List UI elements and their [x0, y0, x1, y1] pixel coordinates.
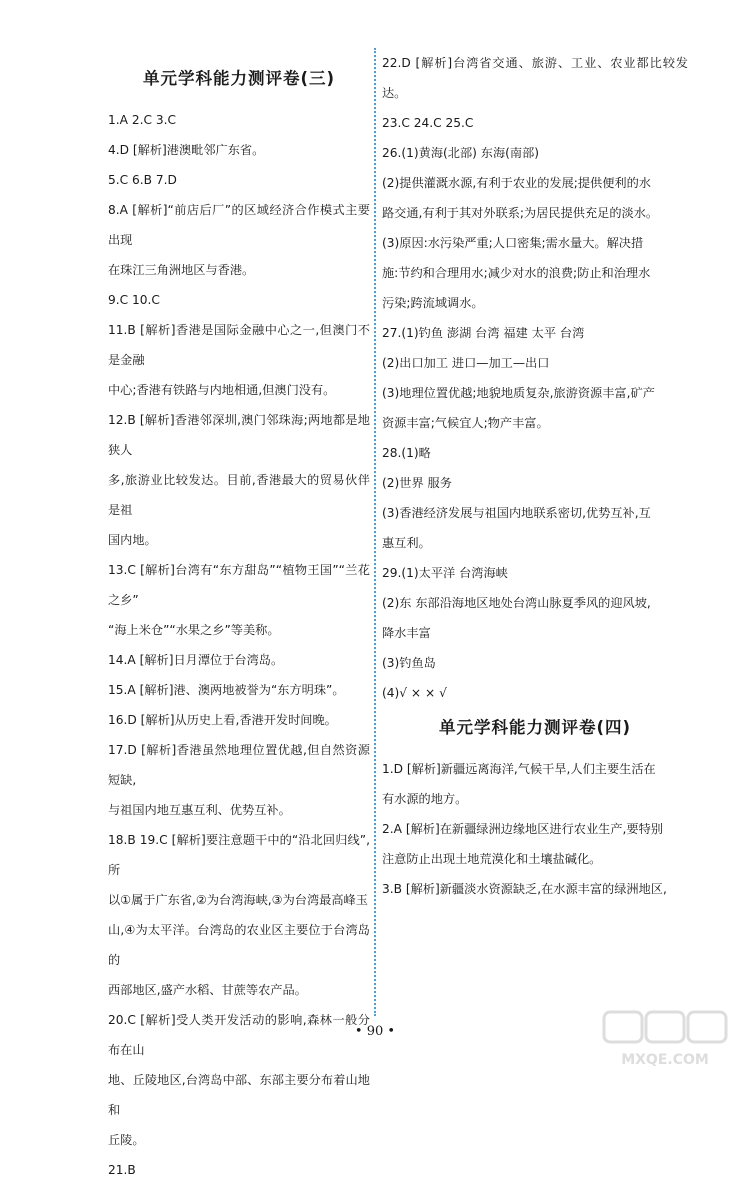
answer-line: (4)√ × × √	[382, 686, 447, 700]
answer-line: 8.A [解析]“前店后厂”的区域经济合作模式主要出现	[108, 203, 370, 247]
answer-line: 3.B [解析]新疆淡水资源缺乏,在水源丰富的绿洲地区,	[382, 882, 667, 896]
answer-line: 降水丰富	[382, 626, 431, 640]
answer-line: “海上米仓”“水果之乡”等美称。	[108, 623, 280, 637]
answer-line: 21.B	[108, 1163, 136, 1177]
answer-line: (3)钓鱼岛	[382, 656, 436, 670]
page-number: • 90 •	[354, 1024, 396, 1039]
answer-line: 地、丘陵地区,台湾岛中部、东部主要分布着山地和	[108, 1073, 370, 1117]
answer-line: 中心;香港有铁路与内地相通,但澳门没有。	[108, 383, 336, 397]
watermark-text: MXQE.COM	[621, 1052, 709, 1068]
answer-line: 22.D [解析]台湾省交通、旅游、工业、农业都比较发达。	[382, 56, 688, 100]
answer-line: 12.B [解析]香港邻深圳,澳门邻珠海;两地都是地狭人	[108, 413, 370, 457]
answer-line: 28.(1)略	[382, 446, 431, 460]
answer-line: 29.(1)太平洋 台湾海峡	[382, 566, 508, 580]
answer-line: 以①属于广东省,②为台湾海峡,③为台湾最高峰玉	[108, 893, 368, 907]
answer-line: (2)世界 服务	[382, 476, 452, 490]
answer-line: 1.A 2.C 3.C	[108, 113, 176, 127]
right-column	[382, 48, 688, 904]
answer-line: 11.B [解析]香港是国际金融中心之一,但澳门不是金融	[108, 323, 370, 367]
answer-line: 施:节约和合理用水;减少对水的浪费;防止和治理水	[382, 266, 651, 280]
answer-line: 16.D [解析]从历史上看,香港开发时间晚。	[108, 713, 337, 727]
answer-line: (3)原因:水污染严重;人口密集;需水量大。解决措	[382, 236, 644, 250]
answer-line: (2)提供灌溉水源,有利于农业的发展;提供便利的水	[382, 176, 651, 190]
answer-line: 多,旅游业比较发达。目前,香港最大的贸易伙伴是祖	[108, 473, 370, 517]
answer-line: 污染;跨流域调水。	[382, 296, 484, 310]
answer-line: 山,④为太平洋。台湾岛的农业区主要位于台湾岛的	[108, 923, 370, 967]
section-title-4: 单元学科能力测评卷(四)	[438, 718, 632, 737]
answer-line: 国内地。	[108, 533, 157, 547]
answer-line: 20.C [解析]受人类开发活动的影响,森林一般分布在山	[108, 1013, 370, 1057]
answer-list-left	[108, 105, 370, 1185]
answer-line: 西部地区,盛产水稻、甘蔗等农产品。	[108, 983, 307, 997]
answer-line: (2)出口加工 进口—加工—出口	[382, 356, 550, 370]
answer-line: 4.D [解析]港澳毗邻广东省。	[108, 143, 265, 157]
answer-line: 丘陵。	[108, 1133, 145, 1147]
answer-line: 路交通,有利于其对外联系;为居民提供充足的淡水。	[382, 206, 659, 220]
answer-line: 5.C 6.B 7.D	[108, 173, 177, 187]
answer-line: 14.A [解析]日月潭位于台湾岛。	[108, 653, 284, 667]
answer-line: 15.A [解析]港、澳两地被誉为“东方明珠”。	[108, 683, 345, 697]
answer-list-right-bottom	[382, 754, 688, 904]
answer-line: 23.C 24.C 25.C	[382, 116, 474, 130]
answer-line: 资源丰富;气候宜人;物产丰富。	[382, 416, 549, 430]
section-title-3: 单元学科能力测评卷(三)	[142, 69, 336, 88]
answer-line: (2)东 东部沿海地区地处台湾山脉夏季风的迎风坡,	[382, 596, 651, 610]
answer-line: (3)香港经济发展与祖国内地联系密切,优势互补,互	[382, 506, 651, 520]
answer-line: 惠互利。	[382, 536, 431, 550]
watermark-logo-icon	[600, 1008, 730, 1072]
answer-line: (3)地理位置优越;地貌地质复杂,旅游资源丰富,矿产	[382, 386, 655, 400]
answer-line: 注意防止出现土地荒漠化和土壤盐碱化。	[382, 852, 602, 866]
answer-line: 2.A [解析]在新疆绿洲边缘地区进行农业生产,要特别	[382, 822, 663, 836]
answer-line: 与祖国内地互惠互利、优势互补。	[108, 803, 291, 817]
column-divider	[374, 48, 376, 1016]
answer-line: 1.D [解析]新疆远离海洋,气候干旱,人们主要生活在	[382, 762, 656, 776]
answer-line: 26.(1)黄海(北部) 东海(南部)	[382, 146, 540, 160]
answer-line: 13.C [解析]台湾有“东方甜岛”“植物王国”“兰花之乡”	[108, 563, 370, 607]
left-column	[108, 48, 370, 1185]
answer-line: 在珠江三角洲地区与香港。	[108, 263, 255, 277]
answer-line: 有水源的地方。	[382, 792, 468, 806]
answer-line: 27.(1)钓鱼 澎湖 台湾 福建 太平 台湾	[382, 326, 585, 340]
answer-line: 18.B 19.C [解析]要注意题干中的“沿北回归线”,所	[108, 833, 370, 877]
answer-list-right-top	[382, 48, 688, 708]
answer-line: 9.C 10.C	[108, 293, 160, 307]
answer-line: 17.D [解析]香港虽然地理位置优越,但自然资源短缺,	[108, 743, 370, 787]
